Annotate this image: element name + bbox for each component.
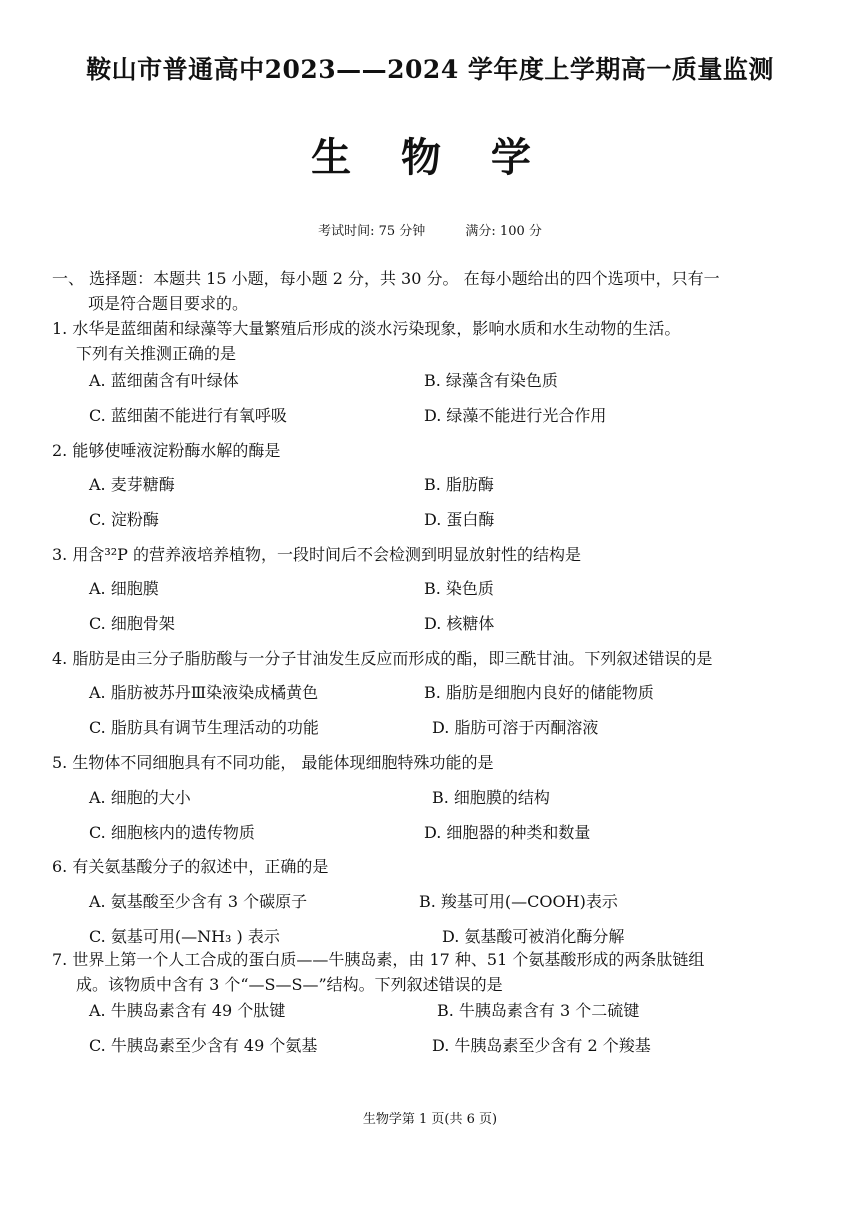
question-stem-line: 6. 有关氨基酸分子的叙述中，正确的是: [52, 857, 329, 876]
question-7-option-b: B. 牛胰岛素含有 3 个二硫键: [437, 1001, 640, 1020]
question-3-option-c: C. 细胞骨架: [89, 614, 175, 633]
question-stem-line: 7. 世界上第一个人工合成的蛋白质——牛胰岛素，由 17 种、51 个氨基酸形成的两条肽链组: [52, 950, 705, 969]
question-5-option-c: C. 细胞核内的遗传物质: [89, 823, 255, 842]
full-score: 满分: 100 分: [465, 224, 542, 239]
question-stem-line: 成。该物质中含有 3 个“—S—S—”结构。下列叙述错误的是: [76, 975, 503, 994]
question-7-stem: [52, 947, 812, 997]
section-heading: [52, 266, 812, 316]
question-5-option-b: B. 细胞膜的结构: [432, 788, 550, 807]
question-3-option-a: A. 细胞膜: [89, 579, 159, 598]
question-2-option-c: C. 淀粉酶: [89, 510, 159, 529]
question-7-option-d: D. 牛胰岛素至少含有 2 个羧基: [432, 1036, 651, 1055]
question-stem-line: 4. 脂肪是由三分子脂肪酸与一分子甘油发生反应而形成的酯，即三酰甘油。下列叙述错误的是: [52, 649, 713, 668]
question-4-option-d: D. 脂肪可溶于丙酮溶液: [432, 718, 599, 737]
question-1-stem: [52, 316, 812, 366]
question-5-stem: [52, 750, 812, 775]
question-5-option-a: A. 细胞的大小: [89, 788, 191, 807]
question-6-option-a: A. 氨基酸至少含有 3 个碳原子: [89, 892, 308, 911]
section-line-2: 项是符合题目要求的。: [88, 294, 249, 313]
page-footer: 生物学第 1 页(共 6 页): [362, 1112, 498, 1127]
question-4-option-c: C. 脂肪具有调节生理活动的功能: [89, 718, 319, 737]
question-1-option-c: C. 蓝细菌不能进行有氧呼吸: [89, 406, 287, 425]
question-stem-line: 2. 能够使唾液淀粉酶水解的酶是: [52, 441, 281, 460]
question-stem-line: 下列有关推测正确的是: [76, 344, 237, 363]
question-4-stem: [52, 646, 812, 671]
question-7-option-a: A. 牛胰岛素含有 49 个肽键: [89, 1001, 286, 1020]
question-6-stem: [52, 854, 812, 879]
question-3-option-d: D. 核糖体: [424, 614, 495, 633]
question-6-option-d: D. 氨基酸可被消化酶分解: [442, 927, 625, 946]
question-2-stem: [52, 438, 812, 463]
section-line-1: 一、 选择题：本题共 15 小题，每小题 2 分，共 30 分。 在每小题给出的四个选项中，只有一: [52, 269, 720, 288]
question-stem-line: 1. 水华是蓝细菌和绿藻等大量繁殖后形成的淡水污染现象，影响水质和水生动物的生活。: [52, 319, 681, 338]
exam-info: [0, 220, 860, 239]
subject-title: 生 物 学: [311, 134, 549, 181]
question-stem-line: 5. 生物体不同细胞具有不同功能， 最能体现细胞特殊功能的是: [52, 753, 494, 772]
question-2-option-b: B. 脂肪酶: [424, 475, 494, 494]
question-5-option-d: D. 细胞器的种类和数量: [424, 823, 591, 842]
question-4-option-a: A. 脂肪被苏丹Ⅲ染液染成橘黄色: [89, 683, 319, 702]
question-1-option-b: B. 绿藻含有染色质: [424, 371, 558, 390]
exam-header-title: 鞍山市普通高中2023——2024 学年度上学期高一质量监测: [86, 55, 774, 84]
question-stem-line: 3. 用含³²P 的营养液培养植物，一段时间后不会检测到明显放射性的结构是: [52, 545, 582, 564]
question-6-option-c: C. 氨基可用(—NH₃ ) 表示: [89, 927, 280, 946]
question-4-option-b: B. 脂肪是细胞内良好的储能物质: [424, 683, 654, 702]
question-3-stem: [52, 542, 812, 567]
question-7-option-c: C. 牛胰岛素至少含有 49 个氨基: [89, 1036, 318, 1055]
question-2-option-a: A. 麦芽糖酶: [89, 475, 175, 494]
question-1-option-d: D. 绿藻不能进行光合作用: [424, 406, 607, 425]
exam-time: 考试时间: 75 分钟: [318, 224, 426, 239]
question-6-option-b: B. 羧基可用(—COOH)表示: [419, 892, 618, 911]
question-2-option-d: D. 蛋白酶: [424, 510, 495, 529]
question-3-option-b: B. 染色质: [424, 579, 494, 598]
question-1-option-a: A. 蓝细菌含有叶绿体: [89, 371, 239, 390]
